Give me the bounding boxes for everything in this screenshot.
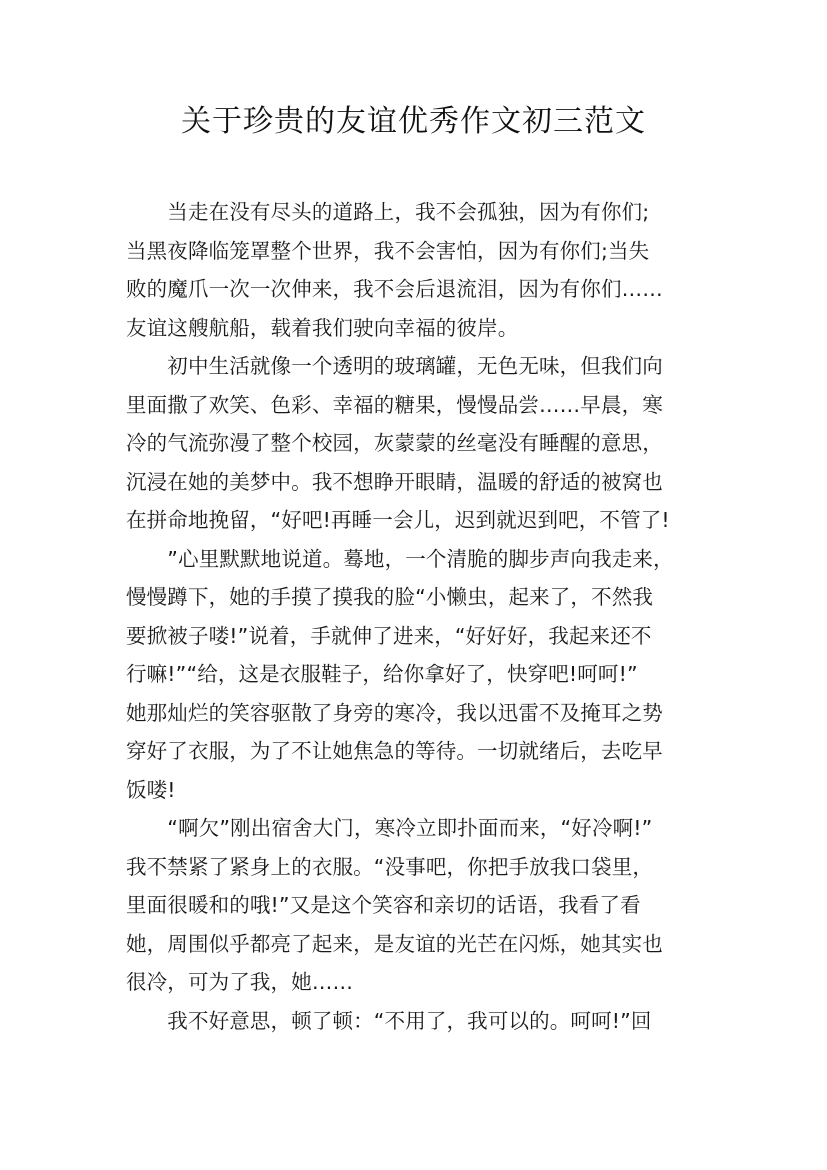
text-line: 沉浸在她的美梦中。我不想睁开眼睛，温暖的舒适的被窝也 <box>126 469 663 494</box>
text-line: ”心里默默地说道。蓦地，一个清脆的脚步声向我走来， <box>126 546 674 571</box>
text-line: 友谊这艘航船，载着我们驶向幸福的彼岸。 <box>126 315 519 340</box>
text-line: 败的魔爪一次一次伸来，我不会后退流泪，因为有你们…… <box>126 277 663 301</box>
text-line: 里面很暖和的哦!”又是这个笑容和亲切的话语，我看了看 <box>126 893 641 917</box>
text-line: 饭喽! <box>126 777 176 802</box>
text-line: 她，周围似乎都亮了起来，是友谊的光芒在闪烁，她其实也 <box>126 931 663 956</box>
text-line: 我不禁紧了紧身上的衣服。“没事吧，你把手放我口袋里， <box>126 854 654 879</box>
text-line: 要掀被子喽!”说着，手就伸了进来，“好好好，我起来还不 <box>126 623 652 648</box>
text-line: 我不好意思，顿了顿：“不用了，我可以的。呵呵!”回 <box>126 1008 652 1033</box>
text-line: 当黑夜降临笼罩整个世界，我不会害怕，因为有你们;当失 <box>126 238 650 263</box>
text-line: 当走在没有尽头的道路上，我不会孤独，因为有你们; <box>126 200 650 224</box>
text-line: 很冷，可为了我，她…… <box>126 970 354 994</box>
text-line: 行嘛!”“给，这是衣服鞋子，给你拿好了，快穿吧!呵呵!” <box>126 662 638 686</box>
text-line: 她那灿烂的笑容驱散了身旁的寒冷，我以迅雷不及掩耳之势 <box>126 700 663 725</box>
text-line: 在拼命地挽留，“好吧!再睡一会儿，迟到就迟到吧，不管了! <box>126 508 670 532</box>
text-line: 穿好了衣服，为了不让她焦急的等待。一切就绪后，去吃早 <box>126 739 663 763</box>
text-line: “啊欠”刚出宿舍大门，寒冷立即扑面而来，“好冷啊!” <box>126 816 653 840</box>
document-title: 关于珍贵的友谊优秀作文初三范文 <box>181 104 646 139</box>
text-line: 冷的气流弥漫了整个校园，灰蒙蒙的丝毫没有睡醒的意思， <box>126 431 663 455</box>
text-line: 慢慢蹲下，她的手摸了摸我的脸“小懒虫，起来了，不然我 <box>126 585 654 609</box>
text-line: 初中生活就像一个透明的玻璃罐，无色无味，但我们向 <box>126 354 663 378</box>
text-line: 里面撒了欢笑、色彩、幸福的糖果，慢慢品尝……早晨，寒 <box>126 392 663 417</box>
document-body <box>126 193 706 1040</box>
